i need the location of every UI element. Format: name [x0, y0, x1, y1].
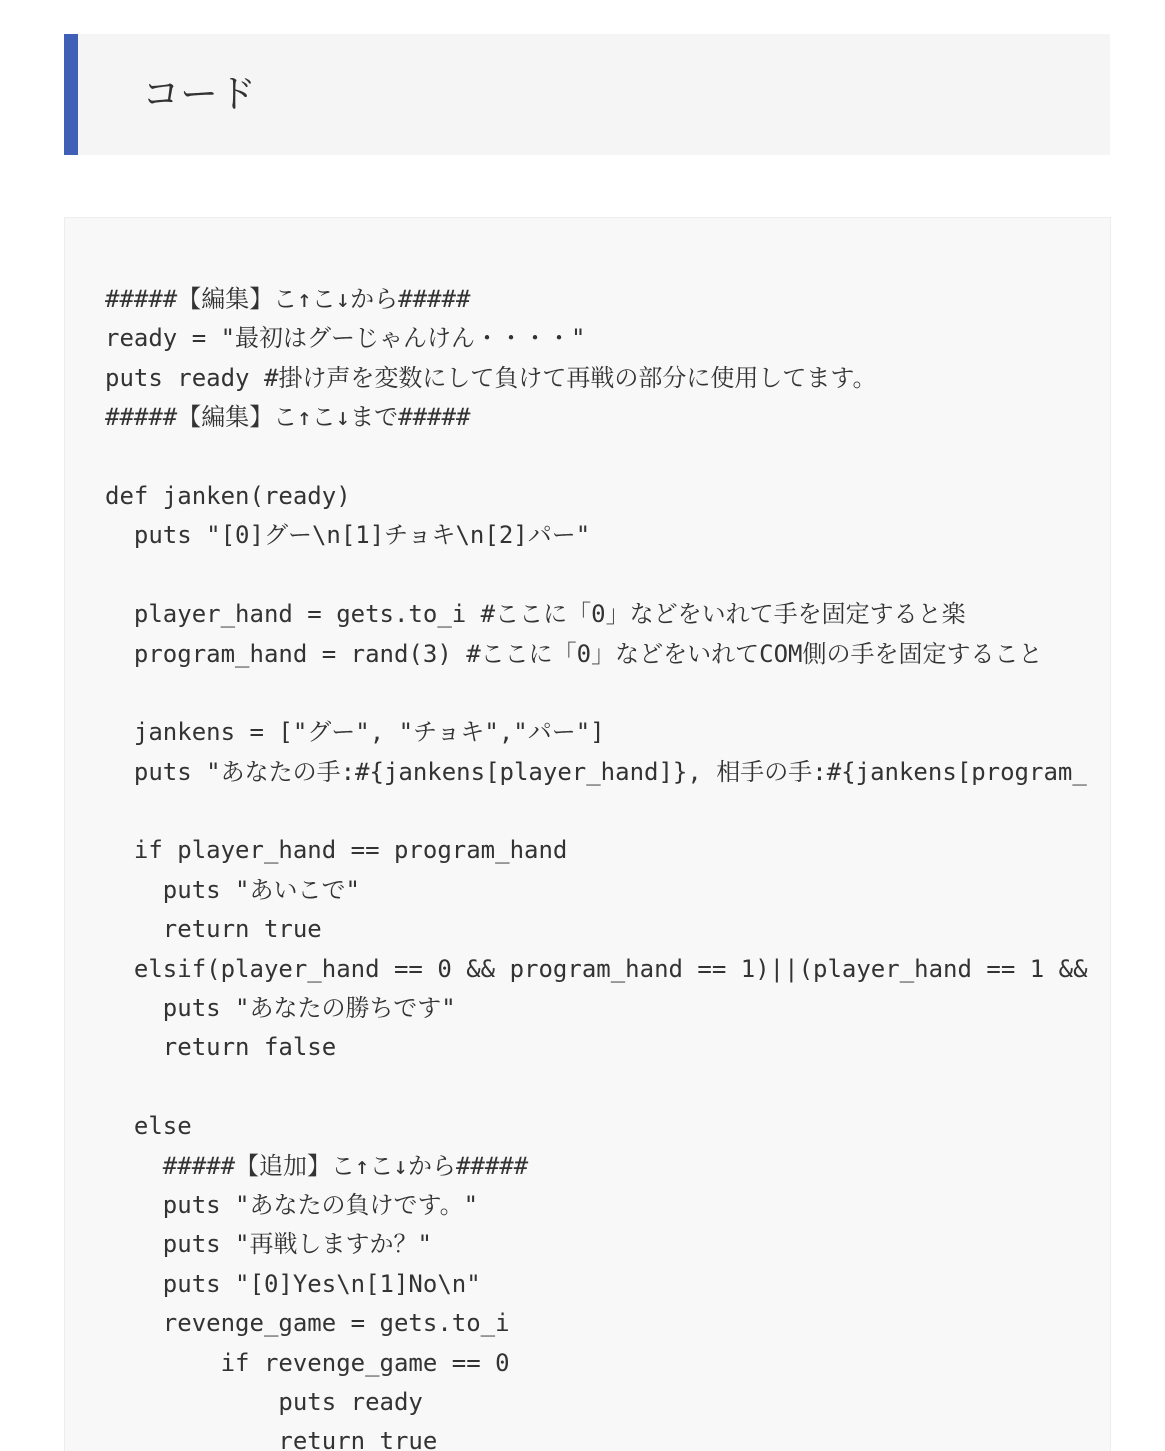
code-line: puts "あなたの手:#{jankens[player_hand]}, 相手の手:#{jankens[program_ [105, 757, 1087, 786]
code-line: puts ready #掛け声を変数にして負けて再戦の部分に使用してます。 [105, 363, 877, 392]
code-line: player_hand = gets.to_i #ここに「0」などをいれて手を固定すると楽 [105, 600, 966, 629]
code-line: #####【追加】こ↑こ↓から##### [105, 1151, 529, 1180]
code-line: puts ready [105, 1387, 423, 1416]
code-line: return true [105, 1427, 438, 1451]
section-title: コード [142, 72, 257, 116]
code-line: #####【編集】こ↑こ↓から##### [105, 285, 471, 313]
code-line: #####【編集】こ↑こ↓まで##### [105, 403, 471, 432]
code-lines [105, 280, 1098, 1451]
code-line [105, 438, 1098, 477]
code-block[interactable] [64, 217, 1111, 1451]
code-line: puts "[0]グー\n[1]チョキ\n[2]パー" [105, 521, 591, 550]
code-line: revenge_game = gets.to_i [105, 1309, 510, 1338]
code-line: puts "あなたの勝ちです" [105, 994, 456, 1023]
code-line: ready = "最初はグーじゃんけん・・・・" [105, 324, 586, 353]
code-line [105, 792, 1098, 831]
code-line: if revenge_game == 0 [105, 1348, 510, 1377]
code-line: elsif(player_hand == 0 && program_hand == 1)||(player_hand == 1 && [105, 954, 1088, 983]
code-line: puts "あいこで" [105, 875, 360, 904]
code-line: def janken(ready) [105, 481, 351, 510]
code-line: program_hand = rand(3) #ここに「0」などをいれてCOM側の手を固定すること [105, 639, 1043, 668]
code-line: return true [105, 915, 322, 944]
code-line: if player_hand == program_hand [105, 836, 568, 865]
section-heading [64, 34, 1110, 155]
code-line: puts "あなたの負けです。" [105, 1190, 479, 1219]
code-line: else [105, 1112, 192, 1141]
code-line: puts "再戦しますか？" [105, 1230, 432, 1259]
code-line [105, 556, 1098, 595]
code-line [105, 674, 1098, 713]
code-line [105, 1068, 1098, 1107]
code-line: jankens = ["グー", "チョキ","パー"] [105, 718, 605, 747]
code-line: return false [105, 1033, 337, 1062]
heading-accent-bar [64, 34, 78, 155]
code-line: puts "[0]Yes\n[1]No\n" [105, 1269, 481, 1298]
